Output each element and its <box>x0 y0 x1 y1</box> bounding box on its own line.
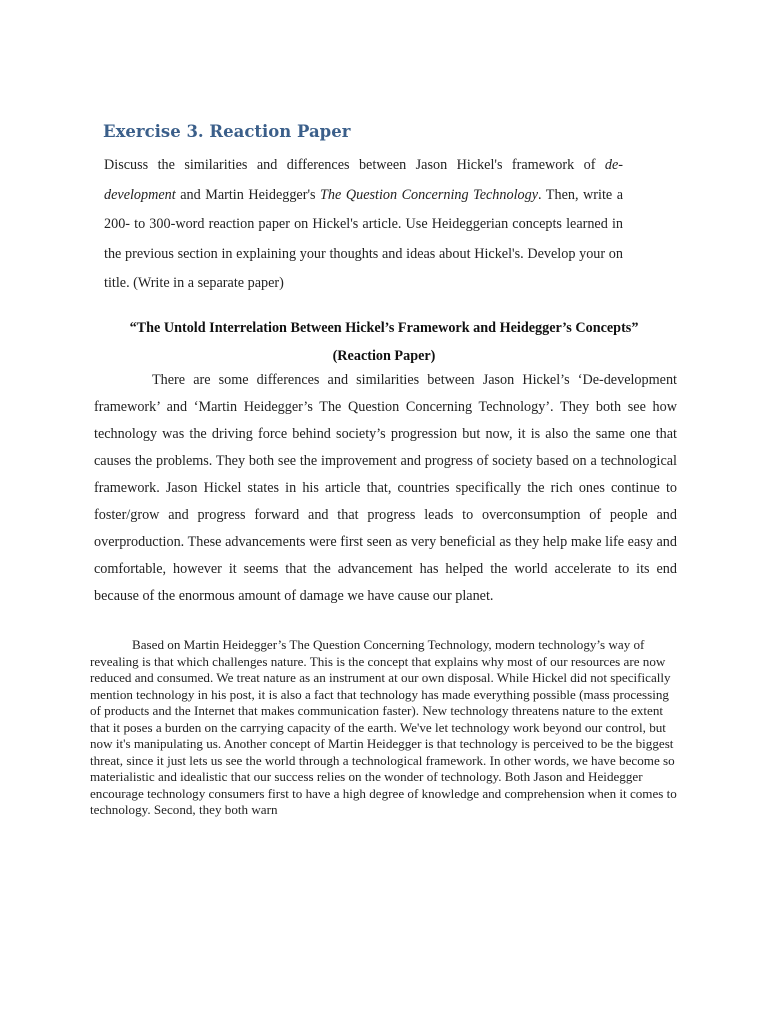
paper-paragraph-1: There are some differences and similarities between Jason Hickel’s ‘De-development framework’ and ‘Martin Heidegger’s The Question Concerning Technology’. They both see how technology was the driving force behind society’s progression but now, it is also the same one that causes the problems. They both see the improvement and progress of society based on a technological framework. Jason Hickel states in his article that, countries specifically the rich ones continue to foster/grow and progress forward and that progress leads to overconsumption of people and overproduction. These advancements were first seen as very beneficial as they help make life easy and comfortable, however it seems that the advancement has helped the world accelerate to its end because of the enormous amount of damage we have cause our planet. <box>94 372 677 604</box>
paper-heading <box>80 314 688 370</box>
exercise-title: Exercise 3. Reaction Paper <box>103 122 351 141</box>
instructions-italic-de-development: de-development <box>104 157 623 203</box>
instructions-text-1: Discuss the similarities and differences between Jason Hickel's framework of <box>104 157 605 173</box>
instructions-italic-book-title: The Question Concerning Technology <box>320 186 538 203</box>
paper-title: “The Untold Interrelation Between Hickel’s Framework and Heidegger’s Concepts” <box>129 320 639 336</box>
paper-subtitle: (Reaction Paper) <box>332 348 436 364</box>
paper-paragraph-2: Based on Martin Heidegger’s The Question Concerning Technology, modern technology’s way of revealing is that which challenges nature. This is the concept that explains why most of our resources are now reduced and consumed. We treat nature as an instrument at our own disposal. While Hickel did not specifically mention technology in his post, it is also a fact that technology has made everything possible (mass processing of products and the Internet that makes communication faster). New technology threatens nature to the extent that it poses a burden on the carrying capacity of the earth. We've let technology work beyond our control, but now it's manipulating us. Another concept of Martin Heidegger is that technology is perceived to be the biggest threat, since it just lets us see the world through a technological framework. In other words, we have become so materialistic and idealistic that our success relies on the wonder of technology. Both Jason and Heidegger encourage technology consumers first to have a high degree of knowledge and comprehension when it comes to technology. Second, they both warn <box>90 637 677 817</box>
instructions-text-3: . Then, write a 200- to 300-word reaction paper on Hickel's article. Use Heideggerian concepts learned in the previous section in explaining your thoughts and ideas about Hickel's. Develop your on title. (Write in a separate paper) <box>104 186 623 291</box>
exercise-instructions <box>104 151 623 299</box>
instructions-text-2: and Martin Heidegger's <box>175 186 321 203</box>
